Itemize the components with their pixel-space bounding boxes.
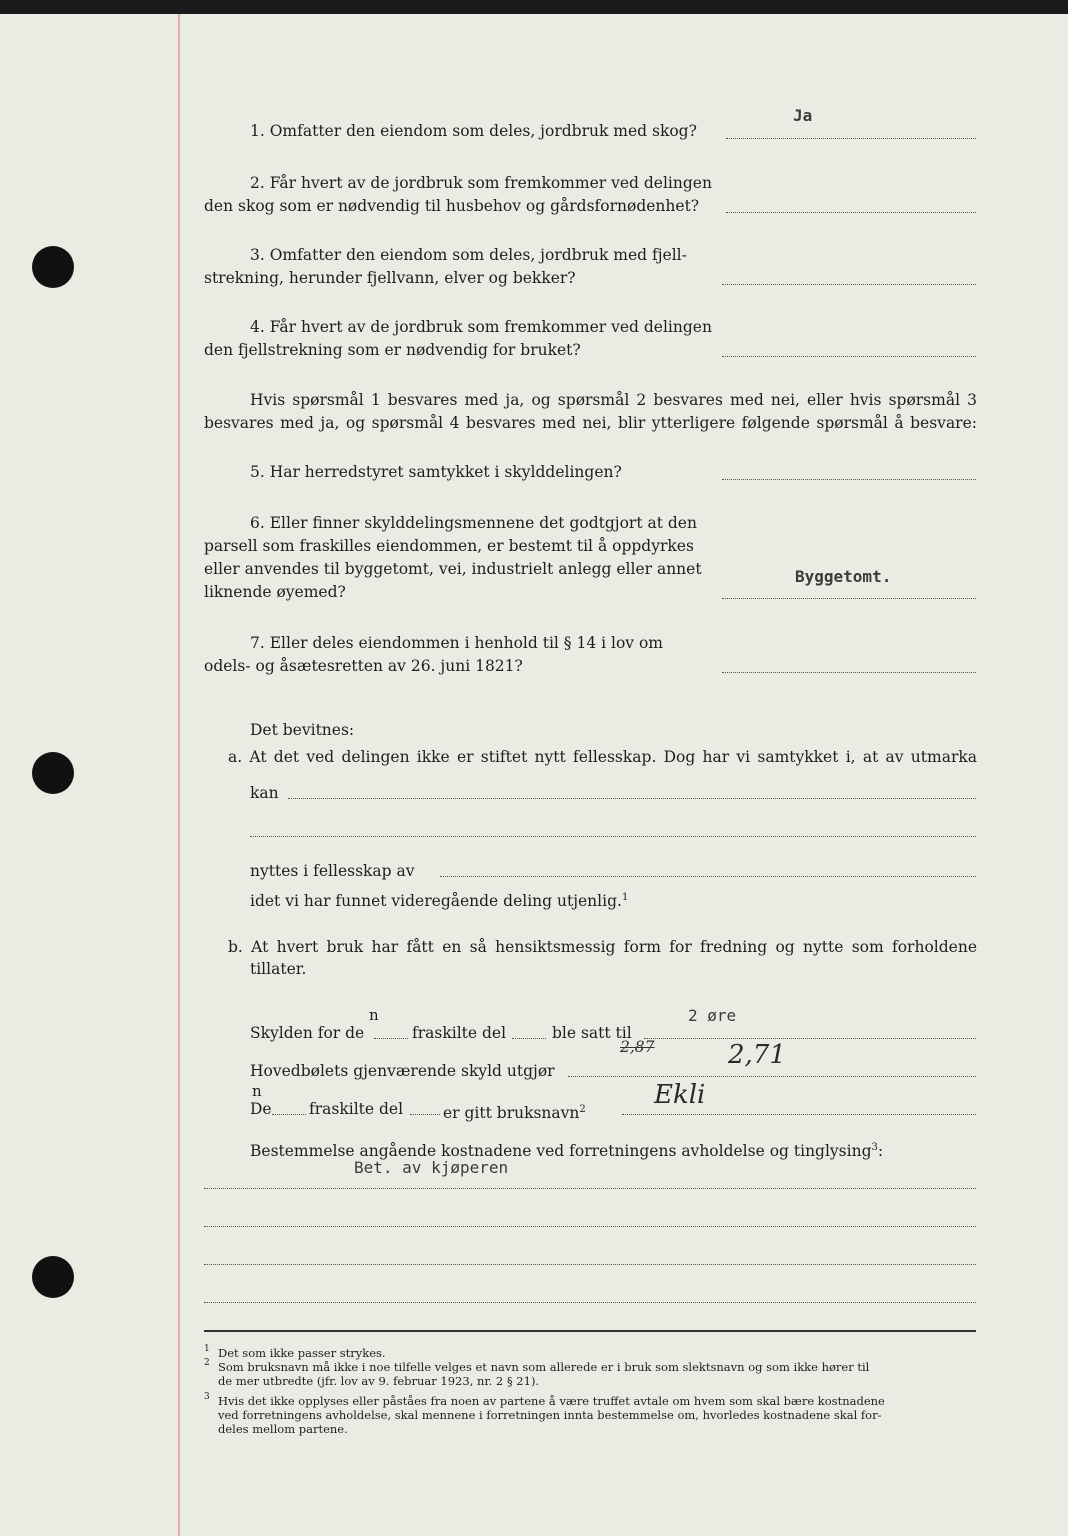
answer-line-q5[interactable] — [722, 479, 976, 480]
bestemmelse-label: Bestemmelse angående kostnadene ved forretningens avholdelse og tinglysing$^3$: — [250, 1142, 884, 1161]
punch-hole-icon — [32, 246, 74, 288]
condition-line-2: besvares med ja, og spørsmål 4 besvares med nei, blir ytterligere følgende spørsmål å besvare: — [204, 414, 977, 432]
nyttes-line[interactable] — [440, 876, 976, 877]
kan-line-2[interactable] — [250, 836, 976, 837]
skyld-value: 2 øre — [688, 1006, 737, 1025]
footnote-1: Det som ikke passer strykes. — [218, 1346, 386, 1360]
question-4-line-2: den fjellstrekning som er nødvendig for bruket? — [204, 341, 581, 359]
footnote-separator — [204, 1330, 976, 1332]
question-6-line-1: 6. Eller finner skylddelingsmennene det godtgjort at den — [250, 514, 697, 532]
question-3-line-2: strekning, herunder fjellvann, elver og bekker? — [204, 269, 576, 287]
question-7-line-2: odels- og åsætesretten av 26. juni 1821? — [204, 657, 523, 675]
footnote-3-line-1: Hvis det ikke opplyses eller påståes fra noen av partene å være truffet avtale om hvem som skal bære kostnadene — [218, 1394, 885, 1408]
attest-nyttes: nyttes i fellesskap av — [250, 862, 415, 880]
de-blank[interactable] — [272, 1114, 306, 1115]
question-6-line-2: parsell som fraskilles eiendommen, er bestemt til å oppdyrkes — [204, 537, 694, 555]
footnote-3-number: 3 — [204, 1392, 210, 1402]
question-6-line-3: eller anvendes til byggetomt, vei, industrielt anlegg eller annet — [204, 560, 702, 578]
attest-heading: Det bevitnes: — [250, 721, 355, 739]
hovedbol-new-value: 2,71 — [728, 1040, 786, 1070]
de-label: De — [250, 1100, 272, 1118]
bestemmelse-answer: Bet. av kjøperen — [354, 1158, 509, 1177]
bestemmelse-line-1[interactable] — [204, 1188, 976, 1189]
answer-line-q3[interactable] — [722, 284, 976, 285]
attest-idet: idet vi har funnet videregående deling utjenlig.$^1$ — [250, 892, 629, 911]
question-7-line-1: 7. Eller deles eiendommen i henhold til § 14 i lov om — [250, 634, 664, 652]
punch-hole-icon — [32, 1256, 74, 1298]
handwritten-n-mark: n — [369, 1006, 379, 1024]
bruksnavn-line[interactable] — [622, 1114, 976, 1115]
skyld-value-line[interactable] — [644, 1038, 976, 1039]
handwritten-n-mark-2: n — [252, 1082, 262, 1100]
bestemmelse-line-4[interactable] — [204, 1302, 976, 1303]
red-margin-line — [178, 14, 180, 1536]
question-5: 5. Har herredstyret samtykket i skylddelingen? — [250, 463, 622, 481]
answer-line-q2[interactable] — [726, 212, 976, 213]
fraskilte-del-label-2: fraskilte del — [309, 1100, 404, 1118]
attest-a-line-1: a. At det ved delingen ikke er stiftet nytt fellesskap. Dog har vi samtykket i, at av utmarka — [228, 748, 977, 766]
fraskilte-del-blank-2[interactable] — [410, 1114, 440, 1115]
answer-q6: Byggetomt. — [795, 567, 892, 586]
fraskilte-del-blank[interactable] — [512, 1038, 546, 1039]
answer-line-q1[interactable] — [726, 138, 976, 139]
answer-line-q7[interactable] — [722, 672, 976, 673]
fraskilte-del-label: fraskilte del — [412, 1024, 507, 1042]
skylden-for-blank[interactable] — [374, 1038, 408, 1039]
footnote-2-number: 2 — [204, 1358, 210, 1368]
footnote-2-line-2: de mer utbredte (jfr. lov av 9. februar 1923, nr. 2 § 21). — [218, 1374, 540, 1388]
kan-line[interactable] — [288, 798, 976, 799]
footnote-3-line-2: ved forretningens avholdelse, skal mennene i forretningen innta bestemmelse om, hvorledes kostnadene skal for- — [218, 1408, 882, 1422]
ble-satt-label: ble satt til — [552, 1024, 632, 1042]
question-2-line-2: den skog som er nødvendig til husbehov og gårdsfornødenhet? — [204, 197, 700, 215]
answer-line-q4[interactable] — [722, 356, 976, 357]
hovedbol-label: Hovedbølets gjenværende skyld utgjør — [250, 1062, 555, 1080]
bestemmelse-line-2[interactable] — [204, 1226, 976, 1227]
skylden-for-label: Skylden for de — [250, 1024, 365, 1042]
footnote-3-line-3: deles mellom partene. — [218, 1422, 348, 1436]
punch-hole-icon — [32, 752, 74, 794]
attest-kan: kan — [250, 784, 279, 802]
answer-q1: Ja — [793, 106, 813, 125]
question-4-line-1: 4. Får hvert av de jordbruk som fremkommer ved delingen — [250, 318, 712, 336]
attest-b-line-2: tillater. — [250, 960, 307, 978]
question-6-line-4: liknende øyemed? — [204, 583, 346, 601]
er-gitt-label: er gitt bruksnavn$^2$ — [443, 1104, 586, 1123]
footnote-2-line-1: Som bruksnavn må ikke i noe tilfelle velges et navn som allerede er i bruk som slektsnavn og som ikke hører til — [218, 1360, 870, 1374]
answer-line-q6[interactable] — [722, 598, 976, 599]
question-3-line-1: 3. Omfatter den eiendom som deles, jordbruk med fjell- — [250, 246, 687, 264]
hovedbol-line[interactable] — [568, 1076, 976, 1077]
scan-top-edge — [0, 0, 1068, 14]
question-1: 1. Omfatter den eiendom som deles, jordbruk med skog? — [250, 122, 697, 140]
bestemmelse-line-3[interactable] — [204, 1264, 976, 1265]
hovedbol-old-value: 2,87 — [620, 1038, 655, 1056]
attest-b-line-1: b. At hvert bruk har fått en så hensiktsmessig form for fredning og nytte som forholdene — [228, 938, 977, 956]
condition-line-1: Hvis spørsmål 1 besvares med ja, og spørsmål 2 besvares med nei, eller hvis spørsmål 3 — [250, 391, 977, 409]
bruksnavn-value: Ekli — [654, 1080, 706, 1110]
question-2-line-1: 2. Får hvert av de jordbruk som fremkommer ved delingen — [250, 174, 712, 192]
footnote-1-number: 1 — [204, 1344, 210, 1354]
